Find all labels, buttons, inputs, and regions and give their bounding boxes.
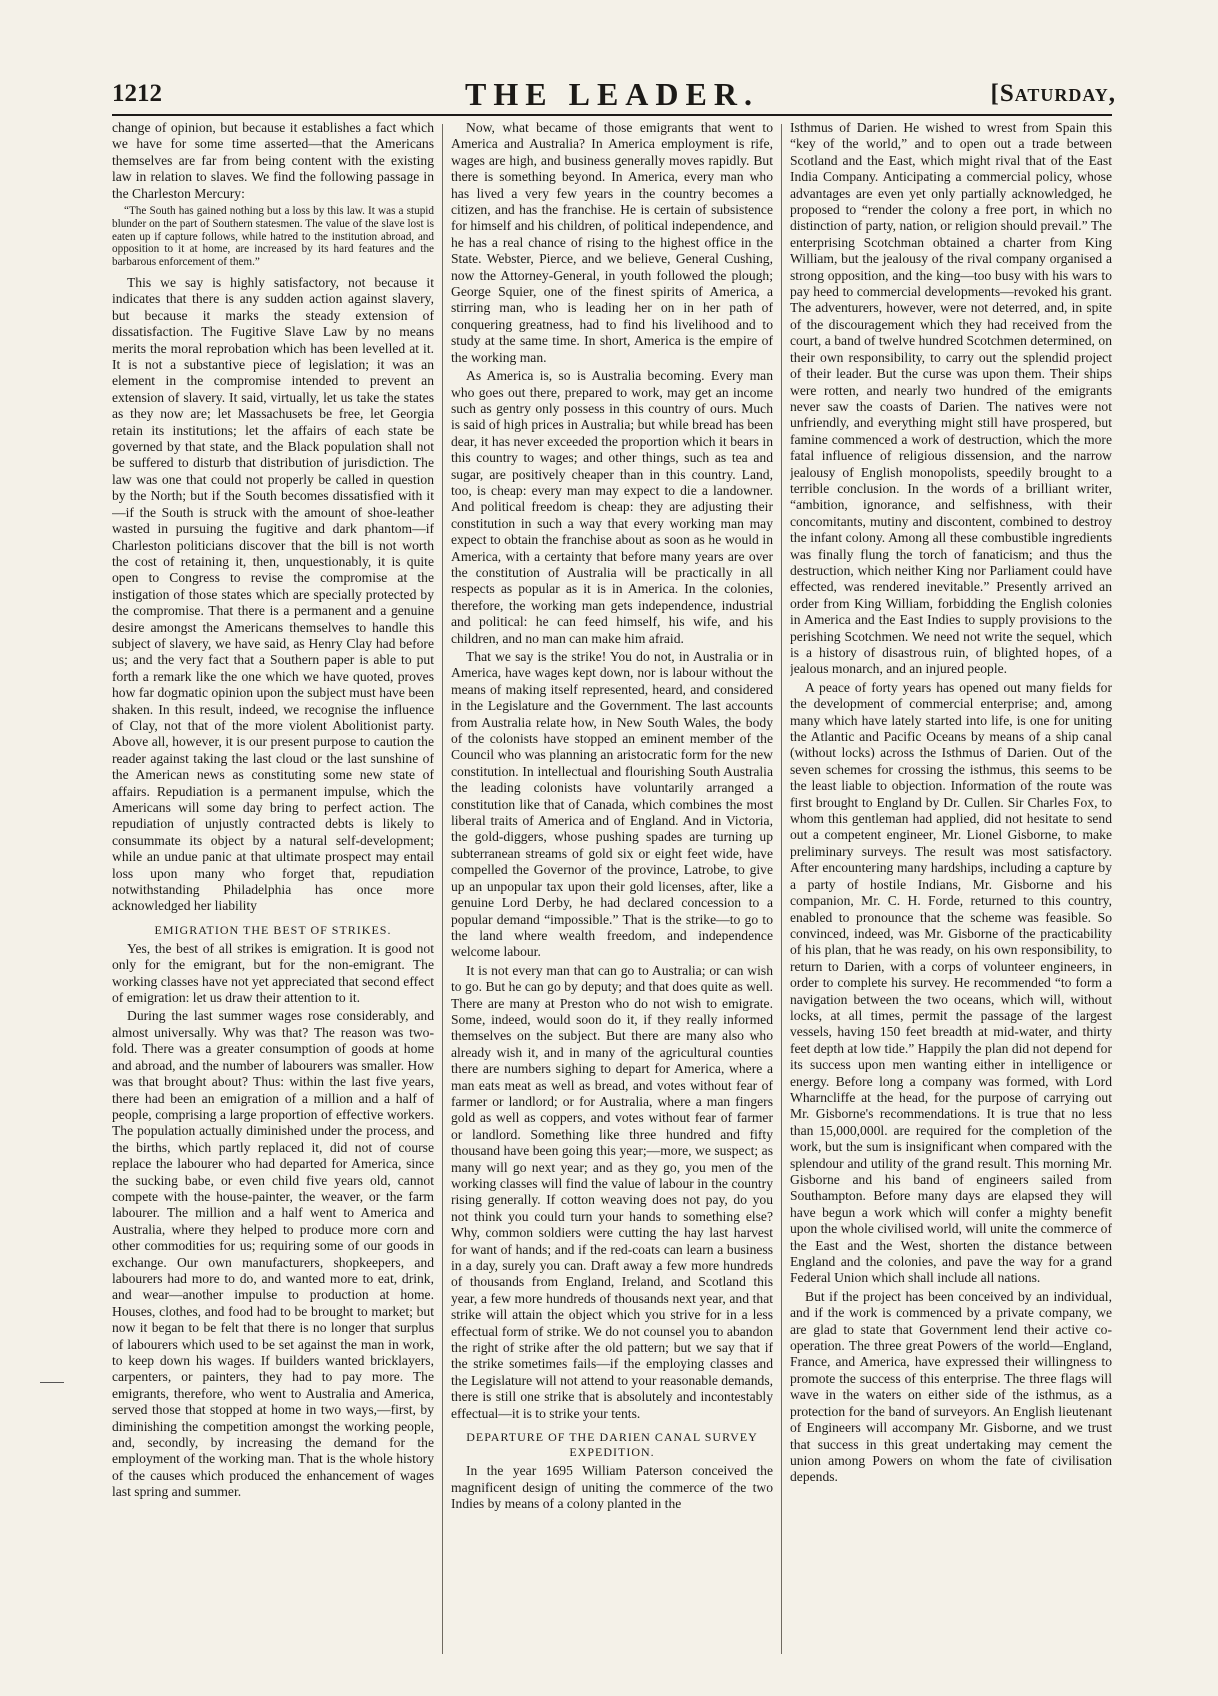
paragraph: That we say is the strike! You do not, in Australia or in America, have wages kept down, nor is labour without the means of making itself represented, heard, and considered in the Legislature and the Government. The last accounts from Australia relate how, in New South Wales, the body of the colonists have stopped an eminent member of the Council who was planning an aristocratic form for the new constitution. In intellectual and flourishing South Australia the leading colonists have voluntarily arranged a constitution like that of Canada, which combines the most liberal traits of America and of England. And in Victoria, the gold-diggers, whose pushing spades are turning up subterranean streams of gold six or eight feet wide, have compelled the Governor of the province, Latrobe, to give up an unpopular tax upon their gold licenses, after, like a genuine Lord Derby, he had declared concession to a popular demand “impossible.” That is the strike—to go to the land where wealth freedom, and independence welcome labour. <box>451 649 773 960</box>
section-heading: EMIGRATION THE BEST OF STRIKES. <box>154 922 392 937</box>
paragraph: change of opinion, but because it establishes a fact which we have for some time asserted—that the Americans themselves are far from being content with the existing law in relation to slaves. We find the following passage in the Charleston Mercury: <box>112 120 434 201</box>
paragraph: In the year 1695 William Paterson conceived the magnificent design of uniting the commerce of the two Indies by means of a colony planted in the <box>451 1463 773 1511</box>
paragraph: It is not every man that can go to Australia; or can wish to go. But he can go by deputy; and that does quite as well. There are many at Preston who do not wish to emigrate. Some, indeed, would soon do it, if they really informed themselves on the subject. But there are many also who already wish it, and in many of the agricultural counties there are numbers sighing to depart for America, where a man eats meat as well as bread, and votes without fear of farmer or landlord; or for Australia, where a man fingers gold as well as coppers, and votes without fear of farmer or landlord. Something like three hundred and fifty thousand have been going this year;—more, we suspect; as many will go next year; and as they go, you men of the working classes will find the value of labour in the country rising generally. If cotton weaving does not pay, do you not think you could turn your hands to something else? Why, common soldiers were cutting the hay last harvest for want of hands; and if the red-coats can learn a business in a day, surely you can. Draft away a few more hundreds of thousands from England, Ireland, and Scotland this year, a few more hundreds of thousands next year, and that strike will attain the object which you strive for in a less effectual form of strike. We do not counsel you to abandon the right of strike after the old pattern; but we say that if the strike sometimes fails—if the employing classes and the Legislature will not attend to your reasonable demands, there is still one strike that is absolutely and incontestably effectual—it is to strike your tents. <box>451 962 773 1421</box>
column-2 <box>451 120 773 1660</box>
paragraph: Now, what became of those emigrants that went to America and Australia? In America employment is rife, wages are high, and business generally moves rapidly. But there is something beyond. In America, every man who has lived a very few years in the country becomes a citizen, and has the franchise. He is certain of subsistence for himself and his children, of political independence, and he has a real chance of rising to the highest office in the State. Webster, Pierce, and we believe, General Cushing, now the Attorney-General, in youth followed the plough; George Squier, one of the finest spirits of America, a stirring man, who is leading her on in her path of conquering greatness, had to find his livelihood and to study at the same time. In short, America is the empire of the working man. <box>451 120 773 365</box>
paragraph: Isthmus of Darien. He wished to wrest from Spain this “key of the world,” and to open out a trade between Scotland and the East, which might rival that of the East India Company. Anticipating a commercial policy, whose advantages are even yet only partially acknowledged, he proposed to “render the colony a free port, in which no distinction of party, nation, or religion should prevail.” The enterprising Scotchman obtained a charter from King William, but the jealousy of the rival company organised a strong opposition, and the king—too busy with his wars to pay heed to commercial developments—revoked his grant. The adventurers, however, were not deterred, and, in spite of the discouragement which they had received from the court, a band of twelve hundred Scotchmen determined, on their own responsibility, to carry out the splendid project of their leader. But the curse was upon them. Their ships were rotten, and nearly two hundred of the emigrants never saw the coasts of Darien. The natives were not unfriendly, and everything might still have prospered, but famine commenced a work of destruction, which the more fatal influence of religious dissension, and the narrow jealousy of English monopolists, speedily brought to a terrible conclusion. In the words of a brilliant writer, “ambition, ignorance, and selfishness, with their concomitants, mutiny and discontent, combined to destroy the infant colony. Among all these combustible ingredients was finally flung the torch of fanaticism; and thus the destruction, which neither King nor Parliament could have effected, was rendered inevitable.” Presently arrived an order from King William, forbidding the English colonies in America and the East Indies to supply provisions to the perishing Scotchmen. We need not write the sequel, which is a history of disastrous ruin, of blighted hopes, of a jealous monarch, and an injured people. <box>790 120 1112 677</box>
column-3 <box>790 120 1112 1660</box>
column-1 <box>112 120 434 1660</box>
masthead <box>112 76 1116 116</box>
paragraph: A peace of forty years has opened out many fields for the development of commercial enterprise; and, among many which have lately started into life, is one for uniting the Atlantic and Pacific Oceans by means of a ship canal (without locks) across the Isthmus of Darien. Out of the seven schemes for crossing the isthmus, this seems to be the least liable to objection. Information of the route was first brought to England by Dr. Cullen. Sir Charles Fox, to whom this gentleman had applied, did not hesitate to send out a competent engineer, Mr. Lionel Gisborne, to make preliminary surveys. The result was most satisfactory. After encountering many hardships, including a capture by a party of hostile Indians, Mr. Gisborne and his companion, Mr. C. H. Forde, returned to this country, enabled to pronounce that the scheme was feasible. So convinced, indeed, was Mr. Gisborne of the practicability of his plan, that he was ready, on his own responsibility, to return to Darien, with a corps of volunteer engineers, in order to complete his survey. He recommended “to form a navigation between the two oceans, which will, without locks, at all times, permit the passage of the largest vessels, having 150 feet breadth at mid-water, and thirty feet depth at low tide.” Happily the plan did not depend for its success upon men wanting either in intelligence or energy. Before long a company was formed, with Lord Wharncliffe at the head, for the purpose of carrying out Mr. Gisborne's recommendations. It is true that no less than 15,000,000l. are required for the completion of the work, but the sum is insignificant when compared with the splendour and utility of the grand result. This morning Mr. Gisborne and his band of engineers sailed from Southampton. Before many days are elapsed they will have begun a work which will confer a mighty benefit upon the whole civilised world, will unite the commerce of the East and the West, shorten the distance between England and the colonies, and pave the way for a grand Federal Union which shall include all nations. <box>790 679 1112 1286</box>
margin-mark <box>40 1382 64 1383</box>
paragraph: This we say is highly satisfactory, not because it indicates that there is any sudden action against slavery, but because it marks the steady extension of dissatisfaction. The Fugitive Slave Law by no means merits the moral reprobation which has been levelled at it. It is not a substantive piece of legislation; it was an element in the compromise intended to prevent an extension of slavery. It said, virtually, let us take the states as they now are; let Massachusets be free, let Georgia retain its institutions; let the affairs of each state be governed by that state, and the Black population shall not be suffered to disturb that distribution of jurisdiction. The law was one that could not properly be called in question by the North; but if the South becomes dissatisfied with it—if the South is struck with the amount of shoe-leather wasted in pursuing the fugitive and dark phantom—if Charleston politicians discover that the bill is not worth the cost of retaining it, then, unquestionably, it is quite open to Congress to revise the compromise at the instigation of those states which are specially protected by the compromise. That there is a permanent and a genuine desire amongst the Americans themselves to handle this subject of slavery, we have said, as Henry Clay had before us; and the very fact that a Southern paper is able to put forth a remark like the one which we have quoted, proves how far dogmatic opinion upon the subject must have been shaken. In this result, indeed, we recognise the influence of Clay, not that of the more violent Abolitionist party. Above all, however, it is our present purpose to caution the reader against taking the last cloud or the last sunshine of the American news as constituting some new state of affairs. Repudiation is a permanent impulse, which the Americans will some day bring to perfect action. The repudiation of unjustly contracted debts is likely to consummate its object by a natural self-development; while an undue panic at that ultimate prospect may entail loss upon many who forget that, repudiation notwithstanding Philadelphia has once more acknowledged her liability <box>112 275 434 914</box>
paragraph: As America is, so is Australia becoming. Every man who goes out there, prepared to work, may get an income such as gentry only possess in this country of ours. Much is said of high prices in Australia; but while bread has been dear, it has never exceeded the proportion which it bears in this country to wages; and other things, such as tea and sugar, are positively cheaper than in this country. Land, too, is cheap: every man may expect to die a landowner. And political freedom is cheap: they are adjusting their constitution in such a way that every working man may expect to obtain the franchise about as soon as he would in America, with a certainty that before many years are over the constitution of Australia will be practically in all respects as popular as it is in America. In the colonies, therefore, the working man gets independence, industrial and political: he can feed himself, his wife, and his children, and no man can make him afraid. <box>451 368 773 646</box>
column-rule <box>781 124 782 1654</box>
paragraph: During the last summer wages rose considerably, and almost universally. Why was that? The reason was two-fold. There was a greater consumption of goods at home and abroad, and the number of labourers was smaller. How was that brought about? Thus: within the last five years, there had been an emigration of a million and a half of people, comprising a large proportion of effective workers. The population actually diminished under the process, and the births, which partly replaced it, did not of course replace the labourer who had departed for America, since the sucking babe, or even child five years old, cannot compete with the house-painter, the weaver, or the farm labourer. The million and a half went to America and Australia, where they helped to produce more corn and other commodities for us; requiring some of our goods in exchange. Our own manufacturers, shopkeepers, and labourers had more to do, and wanted more to eat, drink, and wear—another impulse to production at home. Houses, clothes, and food had to be brought to market; but now it began to be felt that there is no longer that surplus of labourers which used to be set against the man in work, to keep down his wages. If builders wanted bricklayers, carpenters, or painters, they had to pay more. The emigrants, therefore, who went to Australia and America, served those that stopped at home in two ways,—first, by diminishing the competition amongst the working people, and, secondly, by increasing the demand for the employment of the working man. That is the whole history of the causes which produced the enhancement of wages last spring and summer. <box>112 1008 434 1500</box>
section-heading: DEPARTURE OF THE DARIEN CANAL SURVEY EXPEDITION. <box>466 1430 758 1460</box>
newspaper-title: THE LEADER. <box>465 76 759 112</box>
issue-day: [Saturday, <box>990 80 1116 107</box>
paragraph: But if the project has been conceived by an individual, and if the work is commenced by a private company, we are glad to state that Government lend their active co-operation. The three great Powers of the world—England, France, and America, have expressed their willingness to promote the success of this enterprise. The three flags will wave in the waters on either side of the isthmus, as a protection for the band of surveyors. An English lieutenant of Engineers will accompany Mr. Gisborne, and we trust that success in this great undertaking may cement the union among Powers on whom the fate of civilisation depends. <box>790 1288 1112 1485</box>
column-rule <box>442 124 443 1654</box>
page-number: 1212 <box>112 80 162 107</box>
paragraph: Yes, the best of all strikes is emigration. It is good not only for the emigrant, but for the non-emigrant. The working classes have not yet appreciated that second effect of emigration: let us draw their attention to it. <box>112 940 434 1006</box>
quote-text: “The South has gained nothing but a loss by this law. It was a stupid blunder on the part of Southern statesmen. The value of the slave lost is eaten up if capture follows, while hatred to the institution abroad, and opposition to it at home, are increased by its hard features and the barbarous enforcement of them.” <box>112 205 434 269</box>
block-quote <box>112 205 434 269</box>
article-columns <box>112 120 1112 1660</box>
